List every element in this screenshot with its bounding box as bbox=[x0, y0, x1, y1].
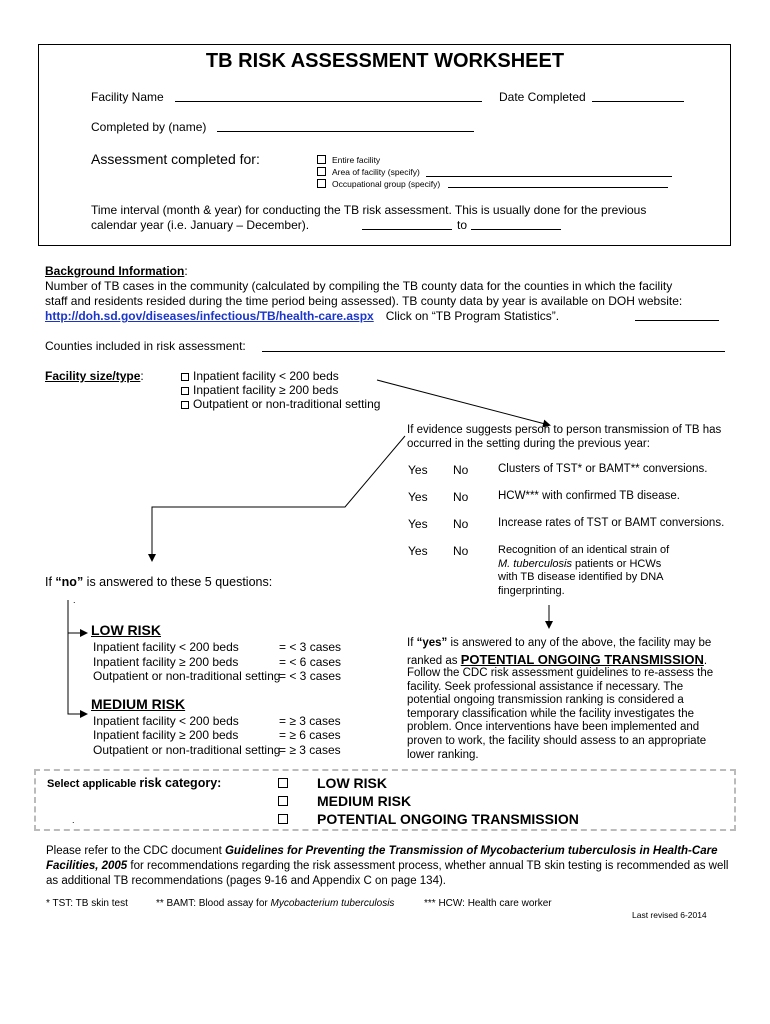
completed-by-label: Completed by (name) bbox=[91, 120, 207, 134]
potential-ongoing-transmission-label: POTENTIAL ONGOING TRANSMISSION bbox=[460, 652, 704, 667]
low-risk-row-2-value: = < 6 cases bbox=[279, 655, 342, 669]
ranked-as-line: ranked as POTENTIAL ONGOING TRANSMISSION. bbox=[407, 652, 708, 667]
checkbox[interactable] bbox=[278, 814, 288, 824]
q3-text: Increase rates of TST or BAMT conversions. bbox=[498, 517, 725, 529]
option-occupational-group[interactable]: Occupational group (specify) bbox=[317, 179, 440, 189]
if-yes-statement: If “yes” is answered to any of the above, the facility may be bbox=[407, 637, 712, 649]
dot: . bbox=[72, 815, 75, 825]
refer-line2: Facilities, 2005 for recommendations regarding the risk assessment process, whether annual TB skin testing is recommended as well bbox=[46, 860, 729, 872]
low-risk-row-3-label: Outpatient or non-traditional setting bbox=[93, 669, 281, 683]
select-low-risk[interactable]: LOW RISK bbox=[278, 775, 387, 791]
facility-option-inpatient-lt200[interactable]: Inpatient facility < 200 beds bbox=[181, 369, 339, 383]
medium-risk-row-1-label: Inpatient facility < 200 beds bbox=[93, 714, 239, 728]
last-revised: Last revised 6-2014 bbox=[632, 910, 707, 920]
evidence-intro-line2: occurred in the setting during the previous year: bbox=[407, 438, 650, 450]
if-yes-guidance: Follow the CDC risk assessment guidelines to re-assess the facility. Seek professional assistance if necessary. The potential ongoing transmission ranking is considered a temporary classification while the facility investigates the problem. Once interventions have been implemented and proven to work, the facility should assess to an appropriate lower ranking. bbox=[407, 667, 714, 761]
q4-no[interactable]: No bbox=[453, 544, 469, 558]
time-interval-line1: Time interval (month & year) for conducting the TB risk assessment. This is usually done for the previous bbox=[91, 203, 647, 217]
time-interval-line2: calendar year (i.e. January – December). bbox=[91, 218, 310, 232]
counties-label: Counties included in risk assessment: bbox=[45, 339, 246, 353]
doh-website-link[interactable]: http://doh.sd.gov/diseases/infectious/TB/health-care.aspx bbox=[45, 309, 374, 323]
refer-line3: as additional TB recommendations (pages 9-16 and Appendix C on page 134). bbox=[46, 875, 446, 887]
footnote-tst: * TST: TB skin test bbox=[46, 898, 128, 909]
low-risk-row-3-value: = < 3 cases bbox=[279, 669, 342, 683]
select-medium-risk[interactable]: MEDIUM RISK bbox=[278, 793, 411, 809]
medium-risk-row-3-label: Outpatient or non-traditional setting bbox=[93, 743, 281, 757]
low-risk-row-1-label: Inpatient facility < 200 beds bbox=[93, 640, 239, 654]
checkbox[interactable] bbox=[278, 778, 288, 788]
select-category-label: Select applicable risk category: bbox=[47, 776, 222, 790]
arrow-to-evidence bbox=[377, 380, 549, 425]
option-entire-facility[interactable]: Entire facility bbox=[317, 155, 380, 165]
medium-risk-row-1-value: = ≥ 3 cases bbox=[279, 714, 341, 728]
q3-no[interactable]: No bbox=[453, 517, 469, 531]
arrow-to-medium-risk bbox=[68, 633, 86, 714]
medium-risk-row-3-value: = ≥ 3 cases bbox=[279, 743, 341, 757]
date-completed-label: Date Completed bbox=[499, 90, 586, 104]
to-label: to bbox=[457, 218, 468, 232]
low-risk-row-1-value: = < 3 cases bbox=[279, 640, 342, 654]
medium-risk-heading: MEDIUM RISK bbox=[91, 696, 186, 712]
q1-text: Clusters of TST* or BAMT** conversions. bbox=[498, 463, 708, 475]
page-title: TB RISK ASSESSMENT WORKSHEET bbox=[205, 50, 565, 72]
q1-no[interactable]: No bbox=[453, 463, 469, 477]
footnote-bamt: ** BAMT: Blood assay for Mycobacterium tuberculosis bbox=[156, 898, 395, 909]
medium-risk-row-2-value: = ≥ 6 cases bbox=[279, 728, 341, 742]
background-line3: http://doh.sd.gov/diseases/infectious/TB/health-care.aspx Click on “TB Program Statistics”. bbox=[45, 309, 560, 323]
facility-name-label: Facility Name bbox=[91, 90, 164, 104]
medium-risk-row-2-label: Inpatient facility ≥ 200 beds bbox=[93, 728, 239, 742]
if-no-statement: If “no” is answered to these 5 questions: bbox=[45, 575, 273, 589]
q1-yes[interactable]: Yes bbox=[408, 463, 428, 477]
background-line2: staff and residents resided during the time period being assessed). TB county data by year is available on DOH website: bbox=[45, 294, 683, 308]
q2-text: HCW*** with confirmed TB disease. bbox=[498, 490, 680, 502]
refer-line1: Please refer to the CDC document Guidelines for Preventing the Transmission of Mycobacterium tuberculosis in Health-Care bbox=[46, 845, 718, 857]
facility-size-label: Facility size/type: bbox=[45, 369, 144, 383]
q3-yes[interactable]: Yes bbox=[408, 517, 428, 531]
q2-yes[interactable]: Yes bbox=[408, 490, 428, 504]
dot: . bbox=[73, 595, 76, 605]
low-risk-row-2-label: Inpatient facility ≥ 200 beds bbox=[93, 655, 239, 669]
evidence-intro-line1: If evidence suggests person to person transmission of TB has bbox=[407, 424, 722, 436]
assessment-for-label: Assessment completed for: bbox=[91, 151, 260, 167]
facility-option-outpatient[interactable]: Outpatient or non-traditional setting bbox=[181, 397, 380, 411]
footnote-hcw: *** HCW: Health care worker bbox=[424, 898, 552, 909]
background-heading: Background Information: bbox=[45, 264, 188, 278]
low-risk-heading: LOW RISK bbox=[91, 622, 161, 638]
arrow-to-low-risk bbox=[68, 600, 86, 633]
q4-yes[interactable]: Yes bbox=[408, 544, 428, 558]
select-potential-ongoing-transmission[interactable]: POTENTIAL ONGOING TRANSMISSION bbox=[278, 811, 579, 827]
background-line1: Number of TB cases in the community (calculated by compiling the TB county data for the counties in which the facility bbox=[45, 279, 673, 293]
checkbox[interactable] bbox=[278, 796, 288, 806]
q4-text: Recognition of an identical strain of M. tuberculosis patients or HCWs with TB disease identified by DNA fingerprinting. bbox=[498, 544, 670, 597]
option-area-of-facility[interactable]: Area of facility (specify) bbox=[317, 167, 420, 177]
branch-line bbox=[152, 436, 405, 560]
q2-no[interactable]: No bbox=[453, 490, 469, 504]
facility-option-inpatient-ge200[interactable]: Inpatient facility ≥ 200 beds bbox=[181, 383, 338, 397]
